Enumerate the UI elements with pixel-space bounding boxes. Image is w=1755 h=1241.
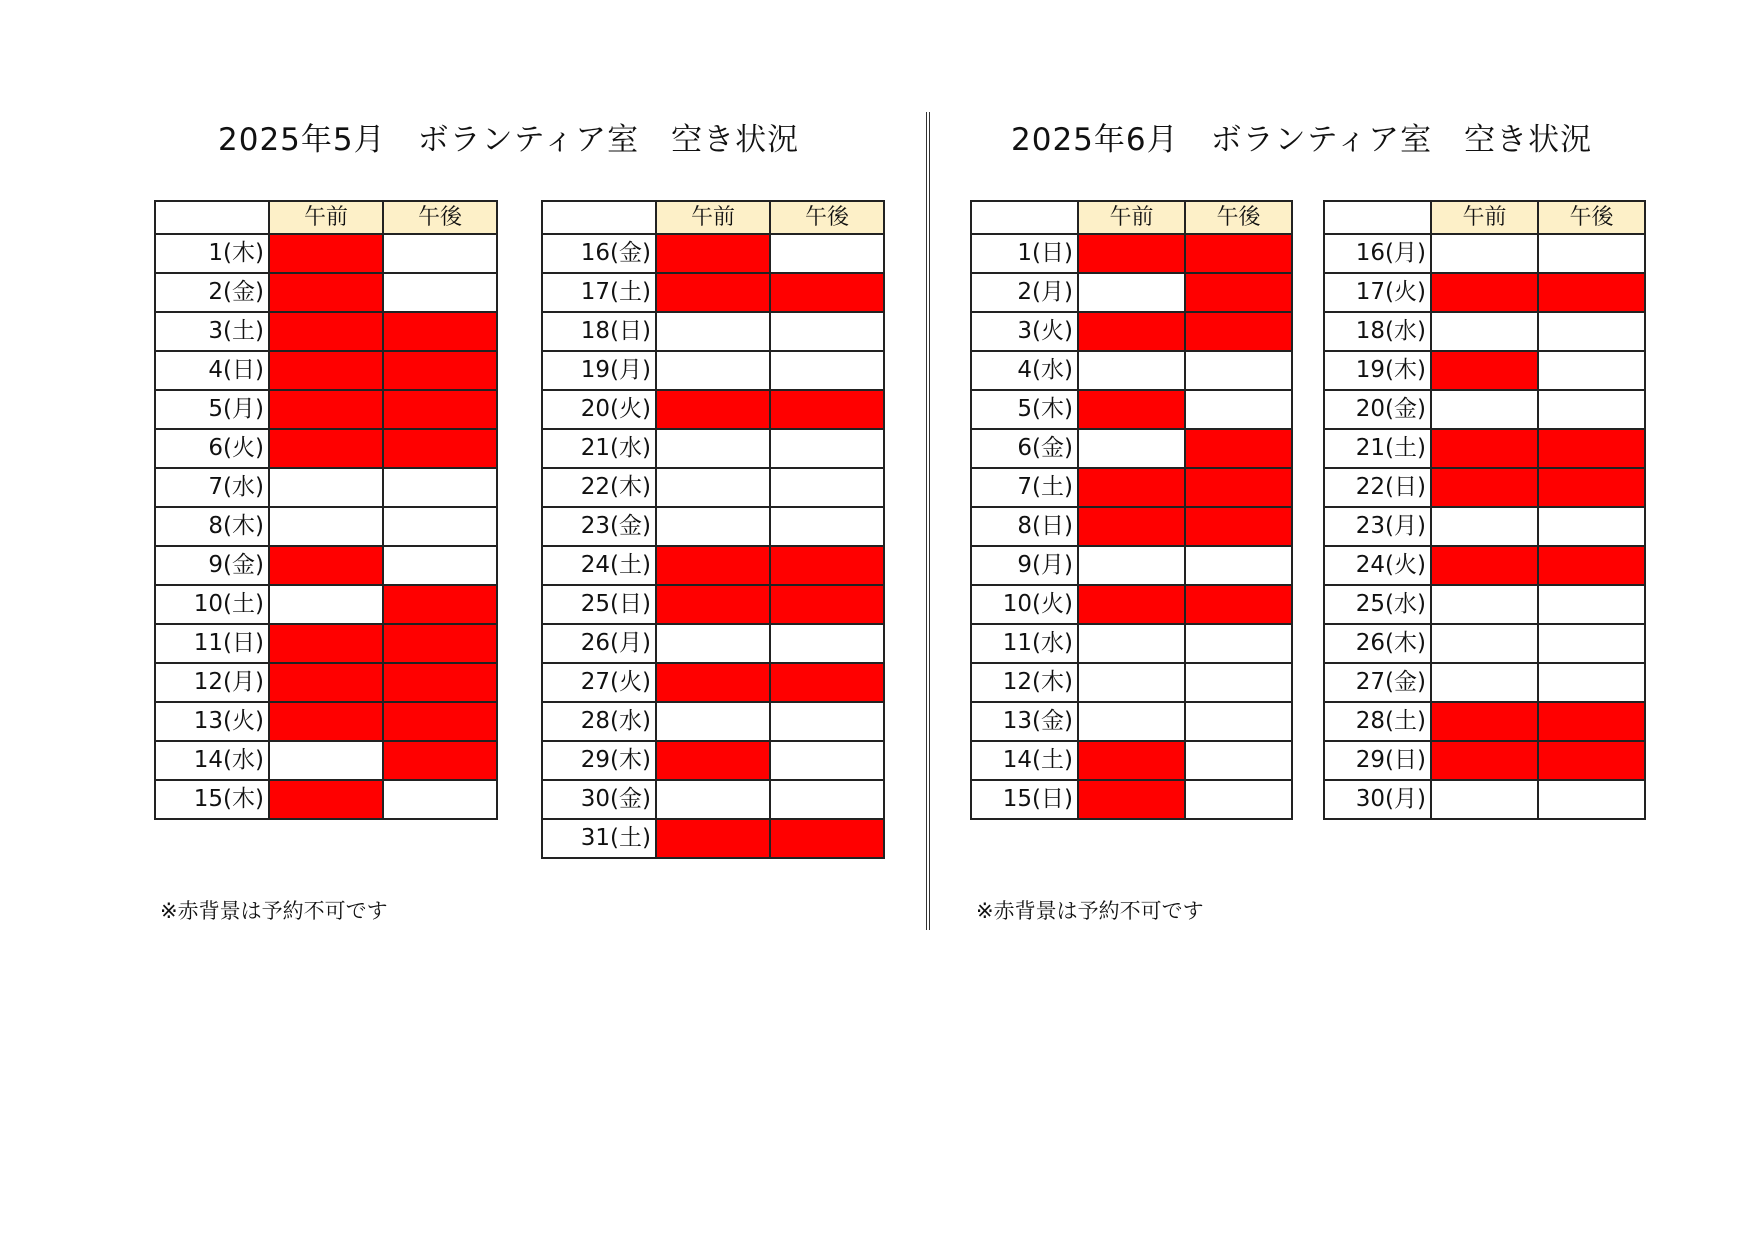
table-row xyxy=(542,663,884,702)
pm-slot-available xyxy=(1538,585,1645,624)
table-row xyxy=(542,780,884,819)
table-row xyxy=(542,468,884,507)
am-slot-unavailable xyxy=(1078,468,1185,507)
day-label: 14(土) xyxy=(971,741,1078,780)
day-label: 3(火) xyxy=(971,312,1078,351)
day-label: 24(土) xyxy=(542,546,656,585)
day-label: 6(金) xyxy=(971,429,1078,468)
header-row xyxy=(155,201,497,234)
am-slot-available xyxy=(656,702,770,741)
pm-slot-unavailable xyxy=(770,585,884,624)
day-label: 21(土) xyxy=(1324,429,1431,468)
pm-slot-unavailable xyxy=(770,663,884,702)
header-am: 午前 xyxy=(269,201,383,234)
pm-slot-available xyxy=(383,234,497,273)
day-label: 10(火) xyxy=(971,585,1078,624)
day-label: 4(水) xyxy=(971,351,1078,390)
pm-slot-available xyxy=(1185,624,1292,663)
am-slot-available xyxy=(656,624,770,663)
am-slot-available xyxy=(1078,702,1185,741)
table-row xyxy=(971,546,1292,585)
am-slot-unavailable xyxy=(1431,741,1538,780)
day-label: 17(火) xyxy=(1324,273,1431,312)
table-row xyxy=(155,585,497,624)
header-pm: 午後 xyxy=(1185,201,1292,234)
pm-slot-unavailable xyxy=(1538,546,1645,585)
day-label: 16(月) xyxy=(1324,234,1431,273)
header-am: 午前 xyxy=(1078,201,1185,234)
table-row xyxy=(1324,741,1645,780)
table-row xyxy=(971,390,1292,429)
am-slot-available xyxy=(1431,312,1538,351)
am-slot-available xyxy=(1078,546,1185,585)
day-label: 18(水) xyxy=(1324,312,1431,351)
am-slot-unavailable xyxy=(1431,546,1538,585)
table-row xyxy=(1324,234,1645,273)
may-title: 2025年5月 ボランティア室 空き状況 xyxy=(218,122,800,158)
am-slot-available xyxy=(656,312,770,351)
am-slot-unavailable xyxy=(1431,429,1538,468)
day-label: 12(月) xyxy=(155,663,269,702)
table-row xyxy=(971,585,1292,624)
header-blank-cell xyxy=(1324,201,1431,234)
header-pm: 午後 xyxy=(383,201,497,234)
am-slot-available xyxy=(656,468,770,507)
table-row xyxy=(1324,273,1645,312)
day-label: 26(木) xyxy=(1324,624,1431,663)
table-row xyxy=(971,507,1292,546)
table-row xyxy=(1324,780,1645,819)
table-row xyxy=(542,741,884,780)
pm-slot-available xyxy=(1185,663,1292,702)
am-slot-unavailable xyxy=(1078,234,1185,273)
day-label: 15(日) xyxy=(971,780,1078,819)
table-row xyxy=(155,546,497,585)
table-row xyxy=(1324,468,1645,507)
table-row xyxy=(971,234,1292,273)
pm-slot-unavailable xyxy=(383,390,497,429)
day-label: 22(木) xyxy=(542,468,656,507)
day-label: 20(金) xyxy=(1324,390,1431,429)
day-label: 9(月) xyxy=(971,546,1078,585)
header-row xyxy=(971,201,1292,234)
am-slot-available xyxy=(1431,390,1538,429)
pm-slot-available xyxy=(383,546,497,585)
table-row xyxy=(971,468,1292,507)
pm-slot-available xyxy=(383,273,497,312)
pm-slot-unavailable xyxy=(770,273,884,312)
am-slot-unavailable xyxy=(269,429,383,468)
header-row xyxy=(1324,201,1645,234)
day-label: 23(月) xyxy=(1324,507,1431,546)
day-label: 14(水) xyxy=(155,741,269,780)
day-label: 30(金) xyxy=(542,780,656,819)
pm-slot-available xyxy=(770,312,884,351)
table-row xyxy=(1324,702,1645,741)
day-label: 7(水) xyxy=(155,468,269,507)
table-row xyxy=(155,663,497,702)
day-label: 30(月) xyxy=(1324,780,1431,819)
pm-slot-unavailable xyxy=(1538,702,1645,741)
day-label: 9(金) xyxy=(155,546,269,585)
am-slot-available xyxy=(1078,663,1185,702)
am-slot-available xyxy=(1431,507,1538,546)
am-slot-available xyxy=(656,429,770,468)
table-row xyxy=(542,234,884,273)
day-label: 25(日) xyxy=(542,585,656,624)
header-blank-cell xyxy=(542,201,656,234)
day-label: 12(木) xyxy=(971,663,1078,702)
table-row xyxy=(542,585,884,624)
pm-slot-unavailable xyxy=(383,351,497,390)
table-row xyxy=(155,507,497,546)
am-slot-available xyxy=(1078,429,1185,468)
may-legend-note: ※赤背景は予約不可です xyxy=(160,899,388,923)
day-label: 10(土) xyxy=(155,585,269,624)
day-label: 24(火) xyxy=(1324,546,1431,585)
day-label: 19(月) xyxy=(542,351,656,390)
day-label: 18(日) xyxy=(542,312,656,351)
pm-slot-unavailable xyxy=(383,429,497,468)
pm-slot-unavailable xyxy=(383,741,497,780)
am-slot-available xyxy=(1078,624,1185,663)
day-label: 13(火) xyxy=(155,702,269,741)
pm-slot-unavailable xyxy=(383,312,497,351)
pm-slot-unavailable xyxy=(383,585,497,624)
am-slot-unavailable xyxy=(1431,702,1538,741)
pm-slot-unavailable xyxy=(1185,585,1292,624)
pm-slot-available xyxy=(383,507,497,546)
pm-slot-unavailable xyxy=(770,390,884,429)
am-slot-unavailable xyxy=(656,273,770,312)
table-row xyxy=(155,702,497,741)
pm-slot-unavailable xyxy=(1185,507,1292,546)
pm-slot-available xyxy=(1185,546,1292,585)
day-label: 16(金) xyxy=(542,234,656,273)
pm-slot-available xyxy=(770,780,884,819)
am-slot-unavailable xyxy=(269,351,383,390)
table-row xyxy=(1324,624,1645,663)
table-row xyxy=(155,468,497,507)
day-label: 29(木) xyxy=(542,741,656,780)
table-row xyxy=(155,741,497,780)
table-row xyxy=(542,507,884,546)
am-slot-unavailable xyxy=(269,234,383,273)
table-row xyxy=(1324,585,1645,624)
table-row xyxy=(971,624,1292,663)
header-am: 午前 xyxy=(1431,201,1538,234)
day-label: 3(土) xyxy=(155,312,269,351)
am-slot-unavailable xyxy=(656,234,770,273)
pm-slot-unavailable xyxy=(383,702,497,741)
day-label: 11(水) xyxy=(971,624,1078,663)
am-slot-available xyxy=(1431,585,1538,624)
am-slot-unavailable xyxy=(656,390,770,429)
am-slot-unavailable xyxy=(1078,780,1185,819)
table-row xyxy=(155,390,497,429)
day-label: 2(金) xyxy=(155,273,269,312)
table-row xyxy=(542,819,884,858)
pm-slot-available xyxy=(770,624,884,663)
day-label: 5(木) xyxy=(971,390,1078,429)
may-schedule-table-2 xyxy=(541,200,885,859)
am-slot-unavailable xyxy=(1078,312,1185,351)
table-row xyxy=(971,351,1292,390)
table-row xyxy=(971,741,1292,780)
may-schedule-table-1 xyxy=(154,200,498,820)
am-slot-available xyxy=(1078,273,1185,312)
table-row xyxy=(155,312,497,351)
day-label: 20(火) xyxy=(542,390,656,429)
table-row xyxy=(971,273,1292,312)
am-slot-available xyxy=(656,780,770,819)
am-slot-unavailable xyxy=(1078,390,1185,429)
day-label: 1(日) xyxy=(971,234,1078,273)
day-label: 25(水) xyxy=(1324,585,1431,624)
am-slot-unavailable xyxy=(269,624,383,663)
pm-slot-available xyxy=(770,468,884,507)
table-row xyxy=(1324,546,1645,585)
day-label: 4(日) xyxy=(155,351,269,390)
pm-slot-unavailable xyxy=(1185,273,1292,312)
pm-slot-unavailable xyxy=(383,624,497,663)
am-slot-unavailable xyxy=(269,546,383,585)
day-label: 15(木) xyxy=(155,780,269,819)
table-row xyxy=(971,702,1292,741)
am-slot-available xyxy=(1431,663,1538,702)
table-row xyxy=(971,312,1292,351)
pm-slot-available xyxy=(383,780,497,819)
table-row xyxy=(1324,390,1645,429)
am-slot-unavailable xyxy=(269,663,383,702)
day-label: 19(木) xyxy=(1324,351,1431,390)
table-row xyxy=(542,390,884,429)
day-label: 28(土) xyxy=(1324,702,1431,741)
am-slot-unavailable xyxy=(269,702,383,741)
pm-slot-available xyxy=(1538,663,1645,702)
pm-slot-available xyxy=(383,468,497,507)
table-row xyxy=(542,702,884,741)
day-label: 8(木) xyxy=(155,507,269,546)
am-slot-unavailable xyxy=(269,780,383,819)
am-slot-unavailable xyxy=(1431,273,1538,312)
table-row xyxy=(1324,663,1645,702)
day-label: 11(日) xyxy=(155,624,269,663)
day-label: 6(火) xyxy=(155,429,269,468)
day-label: 23(金) xyxy=(542,507,656,546)
table-row xyxy=(971,429,1292,468)
table-row xyxy=(542,312,884,351)
am-slot-available xyxy=(656,507,770,546)
table-row xyxy=(155,624,497,663)
table-row xyxy=(542,273,884,312)
table-row xyxy=(542,351,884,390)
pm-slot-available xyxy=(1185,780,1292,819)
table-row xyxy=(542,429,884,468)
am-slot-unavailable xyxy=(269,312,383,351)
day-label: 22(日) xyxy=(1324,468,1431,507)
am-slot-unavailable xyxy=(1078,585,1185,624)
pm-slot-available xyxy=(1185,741,1292,780)
header-blank-cell xyxy=(971,201,1078,234)
pm-slot-available xyxy=(1185,702,1292,741)
june-title: 2025年6月 ボランティア室 空き状況 xyxy=(1011,122,1593,158)
am-slot-unavailable xyxy=(1431,468,1538,507)
day-label: 28(水) xyxy=(542,702,656,741)
pm-slot-available xyxy=(770,351,884,390)
pm-slot-available xyxy=(770,702,884,741)
table-row xyxy=(1324,429,1645,468)
am-slot-available xyxy=(1431,624,1538,663)
am-slot-unavailable xyxy=(656,585,770,624)
pm-slot-available xyxy=(1185,351,1292,390)
pm-slot-unavailable xyxy=(383,663,497,702)
day-label: 27(金) xyxy=(1324,663,1431,702)
june-legend-note: ※赤背景は予約不可です xyxy=(976,899,1204,923)
pm-slot-unavailable xyxy=(1185,312,1292,351)
pm-slot-available xyxy=(1538,312,1645,351)
pm-slot-available xyxy=(1538,234,1645,273)
header-pm: 午後 xyxy=(770,201,884,234)
june-schedule-table-1 xyxy=(970,200,1293,820)
day-label: 13(金) xyxy=(971,702,1078,741)
day-label: 7(土) xyxy=(971,468,1078,507)
pm-slot-unavailable xyxy=(770,546,884,585)
pm-slot-available xyxy=(770,507,884,546)
day-label: 8(日) xyxy=(971,507,1078,546)
pm-slot-available xyxy=(770,741,884,780)
am-slot-available xyxy=(269,741,383,780)
pm-slot-unavailable xyxy=(770,819,884,858)
am-slot-unavailable xyxy=(1078,741,1185,780)
table-row xyxy=(971,780,1292,819)
table-row xyxy=(155,351,497,390)
pm-slot-unavailable xyxy=(1538,429,1645,468)
day-label: 27(火) xyxy=(542,663,656,702)
pm-slot-unavailable xyxy=(1538,468,1645,507)
table-row xyxy=(971,663,1292,702)
am-slot-unavailable xyxy=(656,663,770,702)
header-row xyxy=(542,201,884,234)
am-slot-available xyxy=(269,507,383,546)
pm-slot-available xyxy=(1538,780,1645,819)
june-schedule-table-2 xyxy=(1323,200,1646,820)
day-label: 1(木) xyxy=(155,234,269,273)
pm-slot-available xyxy=(1185,390,1292,429)
day-label: 17(土) xyxy=(542,273,656,312)
day-label: 2(月) xyxy=(971,273,1078,312)
table-row xyxy=(542,624,884,663)
header-am: 午前 xyxy=(656,201,770,234)
am-slot-unavailable xyxy=(656,546,770,585)
am-slot-unavailable xyxy=(656,741,770,780)
am-slot-available xyxy=(269,585,383,624)
pm-slot-unavailable xyxy=(1185,234,1292,273)
pm-slot-available xyxy=(770,234,884,273)
header-pm: 午後 xyxy=(1538,201,1645,234)
am-slot-unavailable xyxy=(269,273,383,312)
day-label: 5(月) xyxy=(155,390,269,429)
pm-slot-unavailable xyxy=(1538,273,1645,312)
am-slot-available xyxy=(1078,351,1185,390)
am-slot-unavailable xyxy=(1078,507,1185,546)
am-slot-available xyxy=(1431,234,1538,273)
am-slot-available xyxy=(269,468,383,507)
table-row xyxy=(155,780,497,819)
pm-slot-available xyxy=(1538,624,1645,663)
table-row xyxy=(155,273,497,312)
day-label: 21(水) xyxy=(542,429,656,468)
am-slot-available xyxy=(656,351,770,390)
table-row xyxy=(155,429,497,468)
am-slot-unavailable xyxy=(656,819,770,858)
am-slot-unavailable xyxy=(1431,351,1538,390)
header-blank-cell xyxy=(155,201,269,234)
pm-slot-unavailable xyxy=(1185,429,1292,468)
table-row xyxy=(1324,312,1645,351)
pm-slot-available xyxy=(770,429,884,468)
pm-slot-available xyxy=(1538,507,1645,546)
table-row xyxy=(1324,507,1645,546)
table-row xyxy=(155,234,497,273)
day-label: 26(月) xyxy=(542,624,656,663)
table-row xyxy=(1324,351,1645,390)
pm-slot-unavailable xyxy=(1538,741,1645,780)
month-divider xyxy=(926,112,930,930)
day-label: 31(土) xyxy=(542,819,656,858)
am-slot-unavailable xyxy=(269,390,383,429)
table-row xyxy=(542,546,884,585)
pm-slot-unavailable xyxy=(1185,468,1292,507)
day-label: 29(日) xyxy=(1324,741,1431,780)
pm-slot-available xyxy=(1538,351,1645,390)
pm-slot-available xyxy=(1538,390,1645,429)
am-slot-available xyxy=(1431,780,1538,819)
